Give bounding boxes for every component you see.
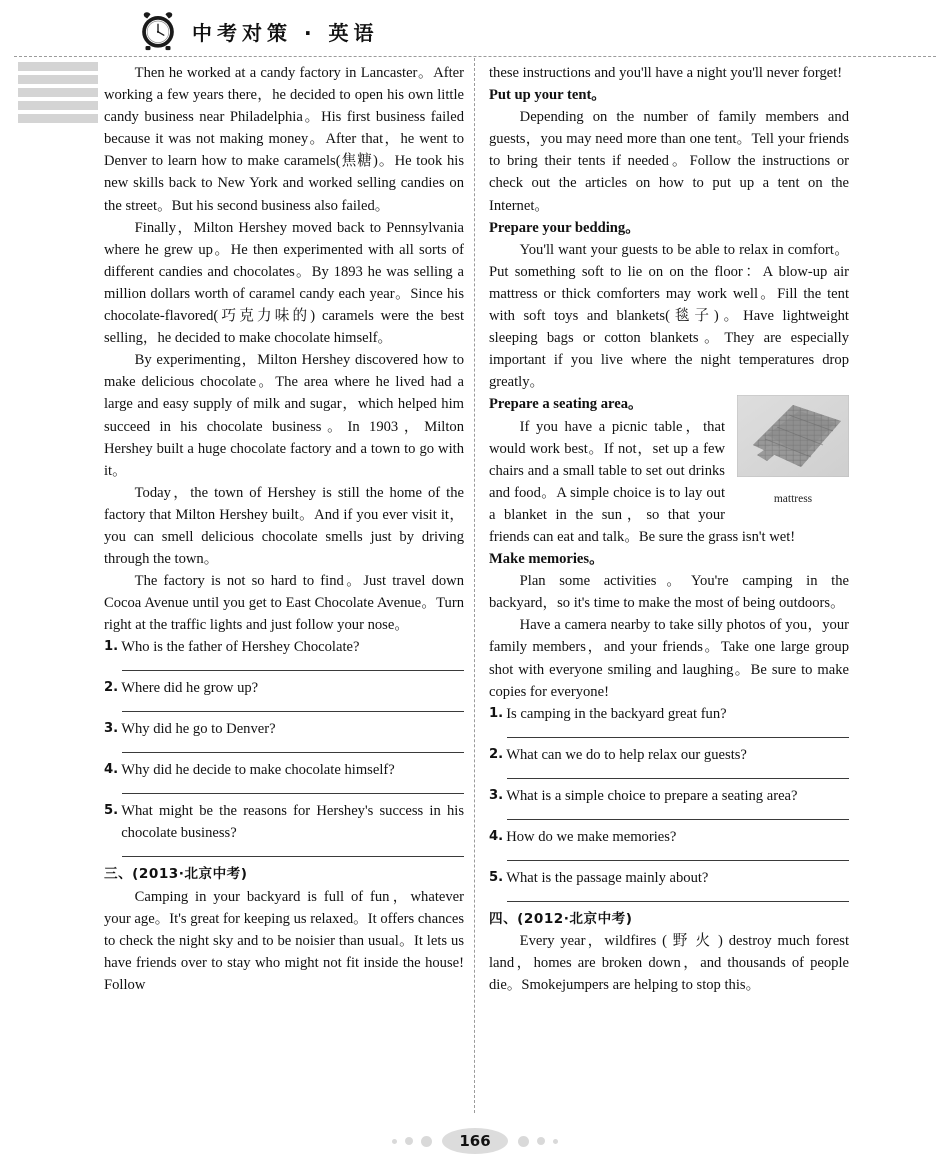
question-number: 4. xyxy=(489,828,504,844)
answer-line[interactable] xyxy=(122,793,464,794)
question-list-left xyxy=(104,636,464,857)
footer-dot xyxy=(392,1139,397,1144)
paragraph: Finally，Milton Hershey moved back to Pennsylvania where he grew up。He then experimented with all sorts of different candies and chocolates。By 1893 he was selling a million dollars worth of caramel candy each year。Since his chocolate-flavored(巧克力味的) caramels were the best selling，he decided to make chocolate himself。 xyxy=(104,219,464,347)
question-item xyxy=(104,636,464,671)
question-text: Why did he go to Denver? xyxy=(121,721,276,738)
question-item xyxy=(489,826,849,861)
question-item xyxy=(104,718,464,753)
page-number: 166 xyxy=(459,1132,491,1150)
answer-line[interactable] xyxy=(507,778,849,779)
figure-mattress xyxy=(737,395,849,507)
paragraph: Depending on the number of family members and guests，you may need more than one tent。Tell your friends to bring their tents if needed。Follow the instructions or check out the articles on how to put up a tent on the Internet。 xyxy=(489,109,849,214)
right-column xyxy=(489,62,849,996)
question-text: Who is the father of Hershey Chocolate? xyxy=(121,639,360,656)
question-text: What is a simple choice to prepare a seating area? xyxy=(506,787,798,804)
question-item xyxy=(489,703,849,738)
section-label: 三、(2013·北京中考) xyxy=(104,866,248,883)
question-item xyxy=(489,785,849,820)
left-column xyxy=(104,62,464,996)
decorative-bar xyxy=(18,101,98,110)
question-text: Where did he grow up? xyxy=(121,680,259,697)
answer-line[interactable] xyxy=(507,737,849,738)
decorative-bar xyxy=(18,114,98,123)
footer-dot xyxy=(518,1136,529,1147)
decorative-bar xyxy=(18,62,98,71)
question-number: 1. xyxy=(489,705,504,721)
question-text: Why did he decide to make chocolate himself? xyxy=(121,762,395,779)
section-heading: Prepare your bedding。 xyxy=(489,219,640,236)
question-item xyxy=(104,800,464,857)
header-divider xyxy=(14,56,936,57)
question-number: 2. xyxy=(104,680,119,696)
question-item xyxy=(489,744,849,779)
paragraph: The factory is not so hard to find。Just travel down Cocoa Avenue until you get to East Chocolate Avenue。Turn right at the traffic lights and just follow your nose。 xyxy=(104,573,464,634)
answer-line[interactable] xyxy=(507,901,849,902)
section-heading: Put up your tent。 xyxy=(489,87,606,104)
footer-dot xyxy=(537,1137,545,1145)
page-title: 中考对策 · 英语 xyxy=(192,20,379,45)
paragraph: Camping in your backyard is full of fun，whatever your age。It's great for keeping us relaxed。It offers chances to check the night sky and to be noisier than usual。It lets us have friends over to stay who might not fit inside the house! Follow xyxy=(104,888,464,993)
question-number: 3. xyxy=(104,721,119,737)
question-text: What can we do to help relax our guests? xyxy=(506,746,747,763)
question-text: What is the passage mainly about? xyxy=(506,869,709,886)
question-text: What might be the reasons for Hershey's success in his chocolate business? xyxy=(121,803,464,842)
alarm-clock-icon xyxy=(138,10,178,52)
decorative-bars xyxy=(18,62,98,127)
question-item xyxy=(489,867,849,902)
answer-line[interactable] xyxy=(122,752,464,753)
question-text: Is camping in the backyard great fun? xyxy=(506,705,727,722)
question-number: 5. xyxy=(489,869,504,885)
question-number: 1. xyxy=(104,639,119,655)
decorative-bar xyxy=(18,75,98,84)
paragraph-continuation: these instructions and you'll have a night you'll never forget! xyxy=(489,65,843,81)
paragraph: You'll want your guests to be able to relax in comfort。Put something soft to lie on on the floor：A blow-up air mattress or thick comforters may work well。Fill the tent with soft toys and blankets(毯子)。Have lightweight sleeping bags or cotton blankets。They are especially important if you live where the night temperatures drop greatly。 xyxy=(489,241,849,391)
question-list-right xyxy=(489,703,849,902)
section-heading: Make memories。 xyxy=(489,551,604,568)
answer-line[interactable] xyxy=(122,856,464,857)
answer-line[interactable] xyxy=(122,711,464,712)
paragraph: By experimenting，Milton Hershey discovered how to make delicious chocolate。The area where he lived had a large and easy supply of milk and sugar，which helped him succeed in his chocolate business。In 1903，Milton Hershey built a huge chocolate factory and a town to go with it。 xyxy=(104,352,464,479)
question-number: 3. xyxy=(489,787,504,803)
page-number-badge xyxy=(442,1128,508,1154)
answer-line[interactable] xyxy=(507,860,849,861)
question-number: 2. xyxy=(489,746,504,762)
question-text: How do we make memories? xyxy=(506,828,677,845)
answer-line[interactable] xyxy=(122,670,464,671)
figure-caption: mattress xyxy=(773,493,813,506)
question-number: 5. xyxy=(104,803,119,819)
paragraph: If you have a picnic table，that would work best。If not，set up a few chairs and a small table to set out drinks and food。A simple choice is to lay out a blanket in the sun，so that your friends can eat and talk。Be sure the grass isn't wet! xyxy=(489,418,796,545)
question-number: 4. xyxy=(104,762,119,778)
footer-dot xyxy=(553,1139,558,1144)
decorative-bar xyxy=(18,88,98,97)
paragraph: Then he worked at a candy factory in Lancaster。After working a few years there，he decided to open his own little candy business near Philadelphia。His first business failed because it was not making money。After that，he went to Denver to learn how to make caramels(焦糖)。He took his new skills back to New York and worked selling candies on the street。But his second business also failed。 xyxy=(104,65,464,214)
section-label: 四、(2012·北京中考) xyxy=(489,910,633,927)
question-item xyxy=(104,759,464,794)
mattress-photo xyxy=(737,395,849,477)
paragraph: Today，the town of Hershey is still the home of the factory that Milton Hershey built。And if you ever visit it，you can smell delicious chocolate smells just by driving through the town。 xyxy=(104,484,464,568)
answer-line[interactable] xyxy=(507,819,849,820)
page-footer xyxy=(0,1128,950,1154)
question-item xyxy=(104,677,464,712)
footer-dot xyxy=(421,1136,432,1147)
paragraph: Plan some activities。You're camping in the backyard，so it's time to make the most of being outdoors。 xyxy=(489,573,849,612)
paragraph: Every year，wildfires ( 野 火 ) destroy much forest land，homes are broken down，and thousands of people die。Smokejumpers are helping to stop this。 xyxy=(489,932,849,993)
footer-dot xyxy=(405,1137,413,1145)
section-heading: Prepare a seating area。 xyxy=(489,396,643,413)
paragraph: Have a camera nearby to take silly photos of you，your family members，and your friends。Take one large group shot with everyone smiling and laughing。Be sure to make copies for everyone! xyxy=(489,617,849,700)
page-header xyxy=(0,8,950,54)
column-divider xyxy=(474,58,475,1113)
